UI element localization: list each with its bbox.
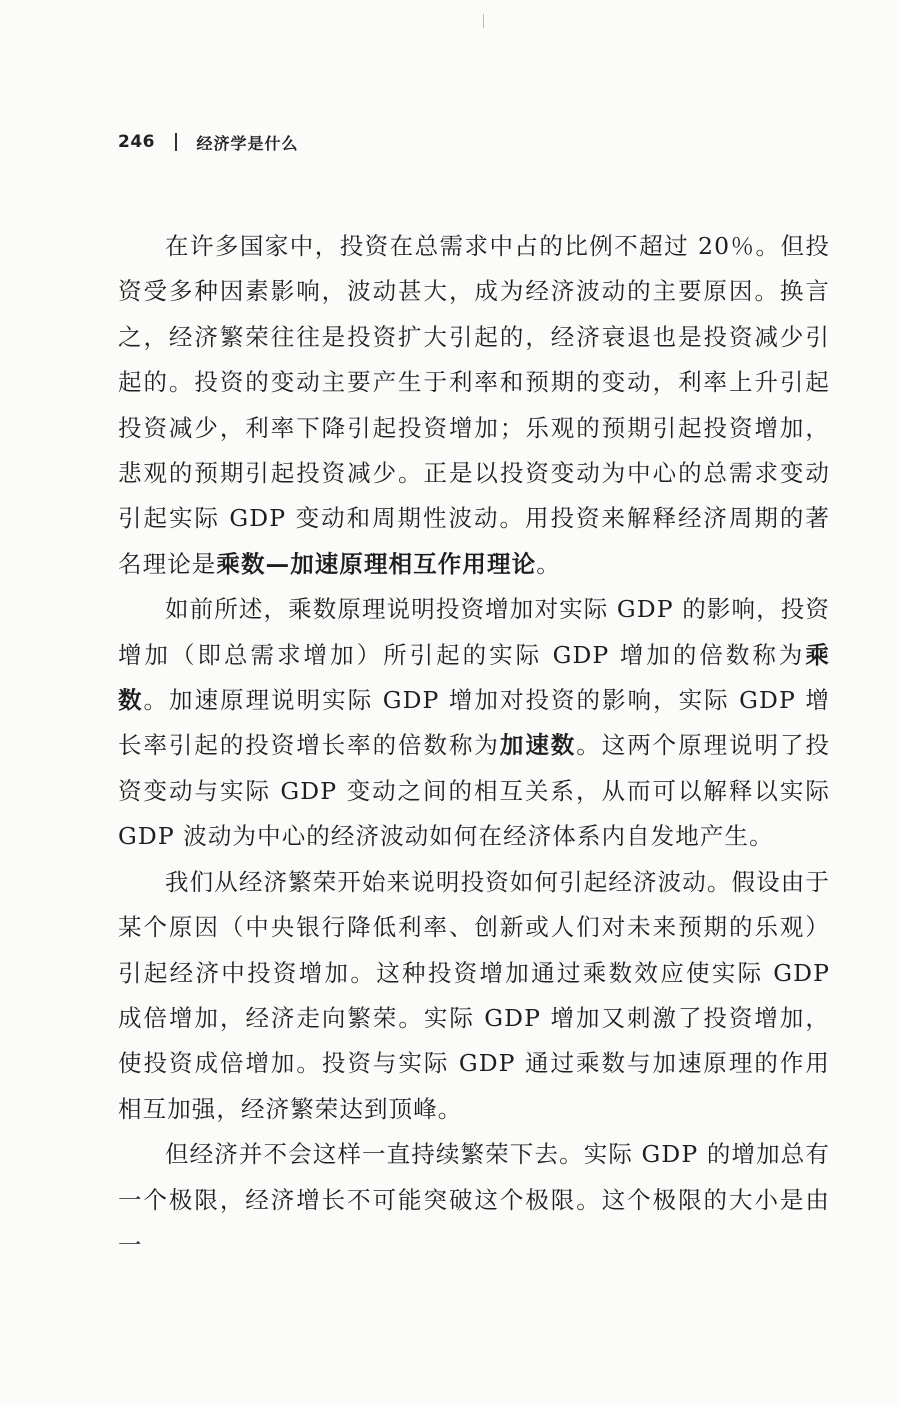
header-divider bbox=[175, 133, 177, 151]
paragraph-text: 但经济并不会这样一直持续繁荣下去。实际 GDP 的增加总有一个极限，经济增长不可能突破这个极限。这个极限的大小是由一 bbox=[118, 1140, 830, 1259]
paragraph bbox=[118, 860, 830, 1132]
page-edge-mark bbox=[483, 14, 484, 28]
key-term: 乘数 bbox=[118, 640, 830, 715]
book-title: 经济学是什么 bbox=[196, 133, 299, 153]
paragraph bbox=[118, 224, 830, 587]
paragraph-text: 。 bbox=[536, 549, 561, 578]
paragraph bbox=[118, 1132, 830, 1268]
page-number: 246 bbox=[118, 132, 155, 152]
paragraph-text: 。加速原理说明实际 GDP 增加对投资的影响，实际 GDP 增长率引起的投资增长率的倍数称为 bbox=[118, 686, 830, 760]
paragraph-text: 。这两个原理说明了投资变动与实际 GDP 变动之间的相互关系，从而可以解释以实际 GDP 波动为中心的经济波动如何在经济体系内自发地产生。 bbox=[118, 731, 831, 851]
page-body bbox=[118, 224, 830, 1268]
key-term: 加速数 bbox=[499, 731, 577, 760]
running-header bbox=[118, 128, 299, 156]
paragraph-text: 在许多国家中，投资在总需求中占的比例不超过 20％。但投资受多种因素影响，波动甚大，成为经济波动的主要原因。换言之，经济繁荣往往是投资扩大引起的，经济衰退也是投资减少引起的。投资的变动主要产生于利率和预期的变动，利率上升引起投资减少，利率下降引起投资增加；乐观的预期引起投资增加，悲观的预期引起投资减少。正是以投资变动为中心的总需求变动引起实际 GDP 变动和周期性波动。用投资来解释经济周期的著名理论是 bbox=[118, 232, 830, 578]
key-term: 乘数—加速原理相互作用理论 bbox=[216, 549, 537, 578]
paragraph-text: 我们从经济繁荣开始来说明投资如何引起经济波动。假设由于某个原因（中央银行降低利率、创新或人们对未来预期的乐观）引起经济中投资增加。这种投资增加通过乘数效应使实际 GDP 成倍增加，经济走向繁荣。实际 GDP 增加又刺激了投资增加，使投资成倍增加。投资与实际 GDP 通过乘数与加速原理的作用相互加强，经济繁荣达到顶峰。 bbox=[118, 867, 830, 1123]
paragraph-text: 如前所述，乘数原理说明投资增加对实际 GDP 的影响，投资增加（即总需求增加）所引起的实际 GDP 增加的倍数称为 bbox=[118, 595, 830, 669]
paragraph bbox=[118, 587, 830, 859]
